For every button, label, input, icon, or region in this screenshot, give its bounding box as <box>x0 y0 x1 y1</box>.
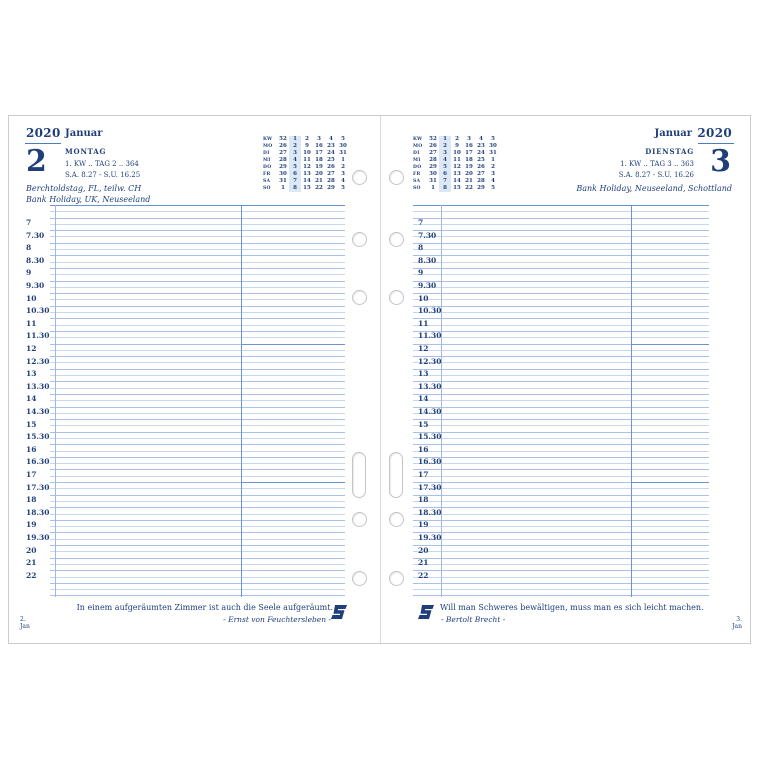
binder-hole <box>352 571 367 586</box>
planner-spread <box>8 115 751 644</box>
mini-calendar-cell: 24 <box>477 150 485 156</box>
binder-hole <box>352 512 367 527</box>
binder-slot <box>352 452 366 498</box>
mini-calendar-cell: 27 <box>429 150 437 156</box>
left-year: 2020 <box>26 126 61 140</box>
mini-calendar-cell: 1 <box>341 157 345 163</box>
time-label: 14 <box>418 394 429 404</box>
left-weekday: MONTAG <box>65 147 107 156</box>
time-label: 15.30 <box>26 432 50 442</box>
left-footer-day: 2. <box>20 616 26 623</box>
time-label: 15 <box>418 419 429 429</box>
mini-calendar-cell: 31 <box>279 178 287 184</box>
mini-calendar-cell: 20 <box>465 171 473 177</box>
time-label: 17 <box>418 470 429 479</box>
mini-calendar-cell: 16 <box>315 143 323 149</box>
right-page <box>381 116 750 643</box>
time-label: 18 <box>418 495 429 505</box>
right-week-info: 1. KW .. TAG 3 .. 363 <box>620 160 694 168</box>
right-holiday-1: Bank Holiday, Neuseeland, Schottland <box>576 184 732 193</box>
mini-calendar-cell: 31 <box>429 178 437 184</box>
mini-calendar-cell: 23 <box>477 143 485 149</box>
mini-calendar-cell: 26 <box>429 143 437 149</box>
binder-hole <box>352 232 367 247</box>
left-mini-calendar <box>263 136 349 192</box>
mini-calendar-label: MI <box>263 158 271 163</box>
right-weekday: DIENSTAG <box>645 147 694 156</box>
binder-hole <box>352 290 367 305</box>
time-label: 19 <box>26 520 37 530</box>
time-label: 16 <box>26 444 37 454</box>
time-label: 10 <box>418 293 429 303</box>
mini-calendar-cell: 2 <box>341 164 345 170</box>
right-column-divider <box>631 205 632 597</box>
right-time-grid <box>413 205 709 596</box>
time-label: 21 <box>26 558 37 568</box>
mini-calendar-cell: 5 <box>341 185 345 191</box>
mini-calendar-cell: 27 <box>477 171 485 177</box>
time-label: 16.30 <box>26 457 50 467</box>
left-holiday-1: Berchtoldstag, FL, teilw. CH <box>26 184 142 193</box>
mini-calendar-label: MI <box>413 158 421 163</box>
time-label: 10.30 <box>418 306 442 316</box>
time-label: 18.30 <box>418 507 442 517</box>
mini-calendar-cell: 29 <box>279 164 287 170</box>
mini-calendar-cell: 52 <box>279 136 287 142</box>
mini-calendar-label: DI <box>263 151 270 156</box>
mini-calendar-cell: 13 <box>453 171 461 177</box>
mini-calendar-cell: 5 <box>491 136 495 142</box>
mini-calendar-cell: 7 <box>289 178 301 185</box>
binder-hole <box>389 512 404 527</box>
mini-calendar-cell: 31 <box>489 150 497 156</box>
right-quote: Will man Schweres bewältigen, muss man es sich leicht machen. <box>440 603 704 612</box>
mini-calendar-cell: 5 <box>491 185 495 191</box>
time-label: 8.30 <box>418 255 437 265</box>
mini-calendar-cell: 3 <box>289 150 301 157</box>
time-label: 7.30 <box>418 230 437 240</box>
mini-calendar-cell: 22 <box>465 185 473 191</box>
mini-calendar-label: DO <box>413 165 422 170</box>
mini-calendar-cell: 2 <box>289 143 301 150</box>
mini-calendar-cell: 30 <box>429 171 437 177</box>
brand-logo-icon <box>331 605 347 619</box>
time-label: 7.30 <box>26 230 45 240</box>
mini-calendar-cell: 3 <box>467 136 471 142</box>
time-label: 9.30 <box>418 281 437 290</box>
mini-calendar-cell: 9 <box>455 143 459 149</box>
right-footer-day: 3. <box>736 616 742 623</box>
time-label: 14.30 <box>26 407 50 416</box>
mini-calendar-cell: 21 <box>465 178 473 184</box>
mini-calendar-cell: 28 <box>429 157 437 163</box>
time-label: 7 <box>26 218 32 227</box>
mini-calendar-cell: 27 <box>279 150 287 156</box>
mini-calendar-cell: 10 <box>303 150 311 156</box>
time-label: 18.30 <box>26 507 50 517</box>
mini-calendar-cell: 4 <box>329 136 333 142</box>
time-label: 21 <box>418 558 429 568</box>
mini-calendar-cell: 29 <box>429 164 437 170</box>
mini-calendar-label: SO <box>413 186 421 191</box>
mini-calendar-label: FR <box>413 172 421 177</box>
right-mini-calendar <box>413 136 499 192</box>
mini-calendar-cell: 9 <box>305 143 309 149</box>
time-label: 19 <box>418 520 429 530</box>
time-label: 16.30 <box>418 457 442 467</box>
time-label: 11.30 <box>26 331 50 341</box>
left-margin-rule <box>55 205 57 597</box>
mini-calendar-cell: 25 <box>327 157 335 163</box>
left-divider-mark-2 <box>242 482 345 483</box>
mini-calendar-cell: 16 <box>465 143 473 149</box>
time-label: 20 <box>26 545 37 555</box>
mini-calendar-label: MO <box>263 144 273 149</box>
time-label: 10.30 <box>26 306 50 316</box>
mini-calendar-cell: 26 <box>477 164 485 170</box>
mini-calendar-cell: 1 <box>491 157 495 163</box>
right-divider-mark-1 <box>632 344 709 345</box>
time-label: 12 <box>418 344 429 353</box>
time-label: 19.30 <box>418 533 442 542</box>
mini-calendar-cell: 26 <box>327 164 335 170</box>
left-day-number: 2 <box>26 144 47 179</box>
mini-calendar-cell: 29 <box>327 185 335 191</box>
time-label: 12.30 <box>26 356 50 366</box>
mini-calendar-cell: 20 <box>315 171 323 177</box>
time-label: 9 <box>418 268 424 278</box>
binder-hole <box>389 571 404 586</box>
mini-calendar-cell: 12 <box>303 164 311 170</box>
left-week-info: 1. KW .. TAG 2 .. 364 <box>65 160 139 168</box>
time-label: 14 <box>26 394 37 404</box>
time-label: 13 <box>26 369 37 379</box>
time-label: 8 <box>26 243 32 253</box>
mini-calendar-cell: 11 <box>453 157 461 163</box>
mini-calendar-cell: 4 <box>341 178 345 184</box>
mini-calendar-cell: 1 <box>439 136 451 143</box>
time-label: 8 <box>418 243 424 253</box>
right-footer-month: Jan <box>732 623 742 630</box>
mini-calendar-cell: 19 <box>315 164 323 170</box>
mini-calendar-cell: 28 <box>279 157 287 163</box>
mini-calendar-cell: 22 <box>315 185 323 191</box>
mini-calendar-cell: 5 <box>439 164 451 171</box>
left-divider-mark-1 <box>242 344 345 345</box>
time-label: 19.30 <box>26 533 50 542</box>
mini-calendar-cell: 4 <box>439 157 451 164</box>
time-label: 11 <box>26 318 37 328</box>
brand-logo-icon <box>418 605 434 619</box>
time-label: 9.30 <box>26 281 45 290</box>
mini-calendar-cell: 5 <box>341 136 345 142</box>
binder-hole <box>389 170 404 185</box>
mini-calendar-cell: 12 <box>453 164 461 170</box>
mini-calendar-cell: 14 <box>453 178 461 184</box>
left-holiday-2: Bank Holiday, UK, Neuseeland <box>26 195 151 204</box>
mini-calendar-cell: 4 <box>491 178 495 184</box>
mini-calendar-cell: 1 <box>431 185 435 191</box>
left-time-grid <box>50 205 345 596</box>
mini-calendar-cell: 1 <box>281 185 285 191</box>
binder-slot <box>389 452 403 498</box>
time-label: 22 <box>26 570 37 580</box>
mini-calendar-cell: 18 <box>315 157 323 163</box>
mini-calendar-cell: 2 <box>439 143 451 150</box>
mini-calendar-cell: 52 <box>429 136 437 142</box>
right-sun-info: S.A. 8.27 - S.U. 16.26 <box>618 171 694 179</box>
left-column-divider <box>241 205 242 597</box>
left-page <box>9 116 377 643</box>
mini-calendar-cell: 15 <box>303 185 311 191</box>
right-month: Januar <box>654 128 692 139</box>
mini-calendar-cell: 8 <box>439 185 451 192</box>
mini-calendar-cell: 13 <box>303 171 311 177</box>
mini-calendar-label: KW <box>263 137 273 142</box>
mini-calendar-cell: 31 <box>339 150 347 156</box>
time-label: 8.30 <box>26 255 45 265</box>
time-label: 17 <box>26 470 37 479</box>
mini-calendar-cell: 10 <box>453 150 461 156</box>
mini-calendar-label: DI <box>413 151 420 156</box>
mini-calendar-cell: 5 <box>289 164 301 171</box>
mini-calendar-label: DO <box>263 165 272 170</box>
mini-calendar-label: MO <box>413 144 423 149</box>
right-divider-mark-2 <box>632 482 709 483</box>
time-label: 22 <box>418 570 429 580</box>
time-label: 20 <box>418 545 429 555</box>
mini-calendar-cell: 6 <box>439 171 451 178</box>
right-year: 2020 <box>697 126 732 140</box>
left-quote-author: - Ernst von Feuchtersleben - <box>223 615 331 624</box>
mini-calendar-cell: 11 <box>303 157 311 163</box>
mini-calendar-cell: 27 <box>327 171 335 177</box>
ruled-line <box>413 590 709 596</box>
mini-calendar-cell: 23 <box>327 143 335 149</box>
binder-hole <box>389 290 404 305</box>
binder-hole <box>352 170 367 185</box>
mini-calendar-cell: 3 <box>491 171 495 177</box>
mini-calendar-cell: 2 <box>305 136 309 142</box>
mini-calendar-cell: 3 <box>317 136 321 142</box>
time-label: 17.30 <box>418 482 442 492</box>
mini-calendar-cell: 18 <box>465 157 473 163</box>
mini-calendar-cell: 25 <box>477 157 485 163</box>
time-label: 12.30 <box>418 356 442 366</box>
mini-calendar-cell: 30 <box>489 143 497 149</box>
mini-calendar-cell: 28 <box>327 178 335 184</box>
time-label: 11.30 <box>418 331 442 341</box>
mini-calendar-cell: 26 <box>279 143 287 149</box>
binder-hole <box>389 232 404 247</box>
mini-calendar-cell: 28 <box>477 178 485 184</box>
time-label: 13.30 <box>418 381 442 391</box>
left-footer-month: Jan <box>20 623 30 630</box>
mini-calendar-label: SO <box>263 186 271 191</box>
mini-calendar-cell: 4 <box>289 157 301 164</box>
time-label: 17.30 <box>26 482 50 492</box>
time-label: 10 <box>26 293 37 303</box>
mini-calendar-cell: 8 <box>289 185 301 192</box>
mini-calendar-cell: 17 <box>465 150 473 156</box>
mini-calendar-cell: 24 <box>327 150 335 156</box>
mini-calendar-cell: 2 <box>455 136 459 142</box>
time-label: 16 <box>418 444 429 454</box>
time-label: 13 <box>418 369 429 379</box>
ruled-line <box>50 590 345 596</box>
mini-calendar-cell: 21 <box>315 178 323 184</box>
mini-calendar-label: SA <box>413 179 421 184</box>
mini-calendar-cell: 4 <box>479 136 483 142</box>
mini-calendar-label: SA <box>263 179 271 184</box>
time-label: 18 <box>26 495 37 505</box>
mini-calendar-cell: 19 <box>465 164 473 170</box>
time-label: 15 <box>26 419 37 429</box>
mini-calendar-cell: 1 <box>289 136 301 143</box>
mini-calendar-cell: 15 <box>453 185 461 191</box>
right-quote-author: - Bertolt Brecht - <box>441 615 506 624</box>
mini-calendar-cell: 30 <box>339 143 347 149</box>
time-label: 7 <box>418 218 424 227</box>
time-label: 15.30 <box>418 432 442 442</box>
mini-calendar-cell: 6 <box>289 171 301 178</box>
left-sun-info: S.A. 8.27 - S.U. 16.25 <box>65 171 141 179</box>
mini-calendar-cell: 3 <box>341 171 345 177</box>
mini-calendar-cell: 29 <box>477 185 485 191</box>
mini-calendar-cell: 7 <box>439 178 451 185</box>
time-label: 9 <box>26 268 32 278</box>
right-day-number: 3 <box>710 144 731 179</box>
time-label: 13.30 <box>26 381 50 391</box>
mini-calendar-cell: 3 <box>439 150 451 157</box>
time-label: 12 <box>26 344 37 353</box>
mini-calendar-cell: 2 <box>491 164 495 170</box>
mini-calendar-cell: 17 <box>315 150 323 156</box>
time-label: 11 <box>418 318 429 328</box>
left-quote: In einem aufgeräumten Zimmer ist auch die Seele aufgeräumt. <box>76 603 333 612</box>
mini-calendar-label: KW <box>413 137 423 142</box>
left-month: Januar <box>65 128 103 139</box>
mini-calendar-cell: 14 <box>303 178 311 184</box>
mini-calendar-cell: 30 <box>279 171 287 177</box>
mini-calendar-label: FR <box>263 172 271 177</box>
time-label: 14.30 <box>418 407 442 416</box>
